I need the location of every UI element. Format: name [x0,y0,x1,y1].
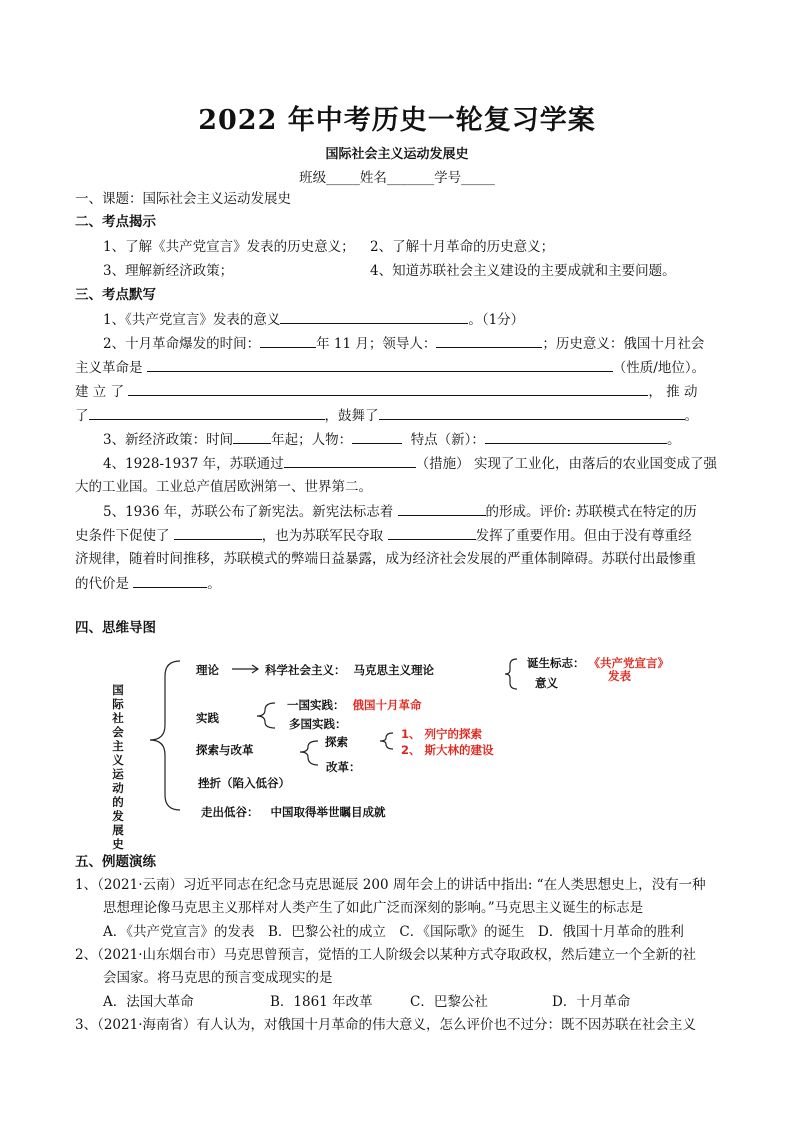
key-point-3: 3、理解新经济政策； [103,263,234,279]
exercise-1-line-1: 1、（2021·云南）习近平同志在纪念马克思诞辰 200 周年会上的讲话中指出: “在人类思想史上，没有一种 [75,877,706,893]
exercise-3-line-1: 3、（2021·海南省）有人认为，对俄国十月革命的伟大意义，怎么评价也不过分：既不因苏联在社会主义 [75,1017,696,1033]
node-reform: 改革： [326,760,361,774]
section-5-heading: 五、例题演练 [75,854,156,870]
q-october-line-3: 建 立 了 ， 推 动 [75,381,697,402]
exercise-1-options: A．《共产党宣言》的发表 B．巴黎公社的成立 C．《国际歌》的诞生 D．俄国十月革命的胜利 [103,924,684,940]
exercise-2-line-1: 2、（2021·山东烟台市）马克思曾预言，觉悟的工人阶级会以某种方式夺取政权，然后建立一个全新的社 [75,947,696,963]
node-explore-reform: 探索与改革 [196,743,254,757]
explore-bracket [380,733,393,749]
q-constitution-line-2: 史条件下促使了 ，也为苏联军民夺取 发挥了重要作用。但由于没有尊重经 [75,525,692,546]
q-nep-line: 3、新经济政策：时间 年起；人物： 特点（新）： 。 [103,429,680,450]
node-out-of-low: 走出低谷： 中国取得举世瞩目成就 [201,805,386,819]
page-title: 2022 年中考历史一轮复习学案 [198,105,596,136]
q-constitution-line-1: 5、1936 年，苏联公布了新宪法。新宪法标志着 的形成。评价: 苏联模式在特定的历 [103,501,697,522]
q-industrialization-line-1: 4、1928-1937 年，苏联通过 （措施） 实现了工业化，由落后的农业国变成了强 [103,453,717,474]
exercise-2-line-2: 会国家。将马克思的预言变成现实的是 [103,970,333,986]
q-constitution-line-4: 的代价是 。 [75,573,221,594]
exercise-2-option-c: C．巴黎公社 [410,994,488,1010]
node-manifesto: 《共产党宣言》 [588,656,670,670]
practice-bracket [257,703,275,728]
key-point-4: 4、知道苏联社会主义建设的主要成就和主要问题。 [370,263,676,279]
node-china-achievement: 中国取得举世瞩目成就 [270,805,386,819]
q-manifesto-score: 。（1分） [468,312,525,328]
node-explore: 探索 [325,735,348,749]
exercise-2-option-b: B．1861 年改革 [270,994,373,1010]
node-october-revolution: 俄国十月革命 [352,698,422,712]
q-october-line-4: 了 ，鼓舞了 。 [75,405,698,426]
node-lenin: 1、 列宁的探索 [401,727,483,741]
q-industrialization-line-2: 大的工业国。工业总产值居欧洲第一、世界第二。 [75,479,372,495]
node-practice: 实践 [196,711,219,725]
node-theory: 理论 [196,663,219,677]
node-scientific-socialism: 科学社会主义： 马克思主义理论 [265,663,435,677]
q-manifesto-text: 1、《共产党宣言》发表的意义 [103,312,281,328]
node-manifesto-published: 发表 [608,669,631,683]
node-marxism: 马克思主义理论 [353,663,435,677]
q-constitution-line-3: 济规律，随着时间推移，苏联模式的弊端日益暴露，成为经济社会发展的严重体制障碍。苏联付出最惨重 [75,551,696,567]
exercise-2-option-a: A．法国大革命 [103,994,194,1010]
q-october-line-2: 主义革命是 （性质/地位）。 [75,357,705,378]
key-point-1: 1、了解《共产党宣言》发表的历史意义； [103,239,355,255]
page-subtitle: 国际社会主义运动发展史 [325,147,469,162]
exercise-1-line-2: 思想理论像马克思主义那样对人类产生了如此广泛而深刻的影响。”马克思主义诞生的标志是 [103,900,644,916]
node-stalin: 2、 斯大林的建设 [401,743,494,757]
explore-reform-bracket [300,741,318,765]
q-october-line-1: 2、十月革命爆发的时间： 年 11 月；领导人： ；历史意义：俄国十月社会 [103,333,704,354]
student-info-line: 班级_____姓名_______学号_____ [299,170,495,186]
section-2-heading: 二、考点揭示 [75,214,156,230]
exercise-2-option-d: D．十月革命 [552,994,631,1010]
section-1-heading: 一、课题：国际社会主义运动发展史 [75,191,291,207]
main-bracket [150,661,180,810]
section-3-heading: 三、考点默写 [75,287,156,303]
node-significance: 意义 [535,676,558,690]
node-setback: 挫折（陷入低谷） [198,776,290,790]
node-multi-country: 多国实践： [289,717,347,731]
node-one-country: 一国实践： 俄国十月革命 [287,698,422,712]
section-4-heading: 四、思维导图 [75,620,156,636]
node-birth-mark: 诞生标志： 《共产党宣言》 [527,656,670,670]
birth-bracket [505,659,517,689]
mind-map-root-label: 国际社会主义运动的发展史 [112,683,124,851]
key-point-2: 2、了解十月革命的历史意义； [370,239,555,255]
